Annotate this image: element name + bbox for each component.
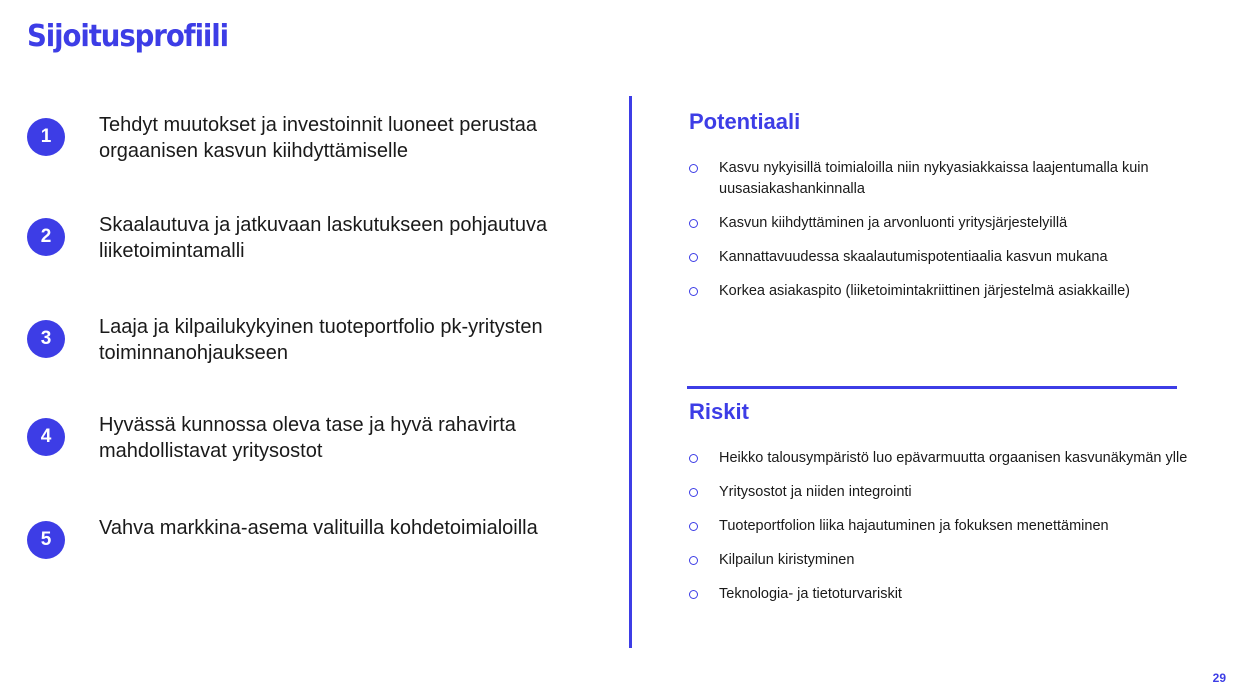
circle-bullet-icon xyxy=(689,522,698,531)
potential-list xyxy=(689,158,1209,315)
key-point-text: Tehdyt muutokset ja investoinnit luoneet perustaa orgaanisen kasvun kiihdyttämiselle xyxy=(99,114,538,162)
list-item xyxy=(689,213,1209,234)
key-point xyxy=(27,314,587,374)
number-badge: 1 xyxy=(27,118,65,156)
number-badge: 2 xyxy=(27,218,65,256)
key-point xyxy=(27,515,587,575)
key-point-text: Vahva markkina-asema valituilla kohdetoimialoilla xyxy=(99,517,538,539)
list-item xyxy=(689,584,1209,605)
vertical-divider xyxy=(629,96,632,648)
key-point-text: Skaalautuva ja jatkuvaan laskutukseen pohjautuva liiketoimintamalli xyxy=(99,214,548,262)
page-title: Sijoitusprofiili xyxy=(27,19,229,54)
circle-bullet-icon xyxy=(689,590,698,599)
risks-section xyxy=(689,398,1209,602)
number-badge: 4 xyxy=(27,418,65,456)
list-item-text: Kasvu nykyisillä toimialoilla niin nykyasiakkaissa laajentumalla kuin uusasiakashankinnalla xyxy=(719,160,1149,197)
potential-section xyxy=(689,108,1209,299)
list-item-text: Korkea asiakaspito (liiketoimintakriittinen järjestelmä asiakkaille) xyxy=(719,283,1130,299)
list-item-text: Yritysostot ja niiden integrointi xyxy=(719,484,912,500)
list-item-text: Tuoteportfolion liika hajautuminen ja fokuksen menettäminen xyxy=(719,518,1109,534)
key-point xyxy=(27,412,587,472)
key-point xyxy=(27,212,587,272)
key-point xyxy=(27,112,587,172)
circle-bullet-icon xyxy=(689,253,698,262)
list-item-text: Kilpailun kiristyminen xyxy=(719,552,855,568)
list-item xyxy=(689,281,1209,302)
number-badge: 5 xyxy=(27,521,65,559)
list-item xyxy=(689,550,1209,571)
horizontal-divider xyxy=(687,386,1177,389)
list-item-text: Heikko talousympäristö luo epävarmuutta orgaanisen kasvunäkymän ylle xyxy=(719,450,1188,466)
circle-bullet-icon xyxy=(689,488,698,497)
list-item xyxy=(689,247,1209,268)
risks-list xyxy=(689,448,1209,618)
number-badge: 3 xyxy=(27,320,65,358)
circle-bullet-icon xyxy=(689,556,698,565)
circle-bullet-icon xyxy=(689,287,698,296)
list-item xyxy=(689,516,1209,537)
circle-bullet-icon xyxy=(689,164,698,173)
potential-heading: Potentiaali xyxy=(689,109,801,134)
list-item-text: Teknologia- ja tietoturvariskit xyxy=(719,586,902,602)
list-item xyxy=(689,482,1209,503)
circle-bullet-icon xyxy=(689,454,698,463)
list-item xyxy=(689,448,1209,469)
list-item xyxy=(689,158,1209,200)
circle-bullet-icon xyxy=(689,219,698,228)
list-item-text: Kasvun kiihdyttäminen ja arvonluonti yritysjärjestelyillä xyxy=(719,215,1068,231)
risks-heading: Riskit xyxy=(689,399,749,424)
list-item-text: Kannattavuudessa skaalautumispotentiaalia kasvun mukana xyxy=(719,249,1108,265)
key-point-text: Laaja ja kilpailukykyinen tuoteportfolio pk-yritysten toiminnanohjaukseen xyxy=(99,316,543,364)
key-point-text: Hyvässä kunnossa oleva tase ja hyvä rahavirta mahdollistavat yritysostot xyxy=(99,414,516,462)
page-number: 29 xyxy=(1212,671,1226,685)
